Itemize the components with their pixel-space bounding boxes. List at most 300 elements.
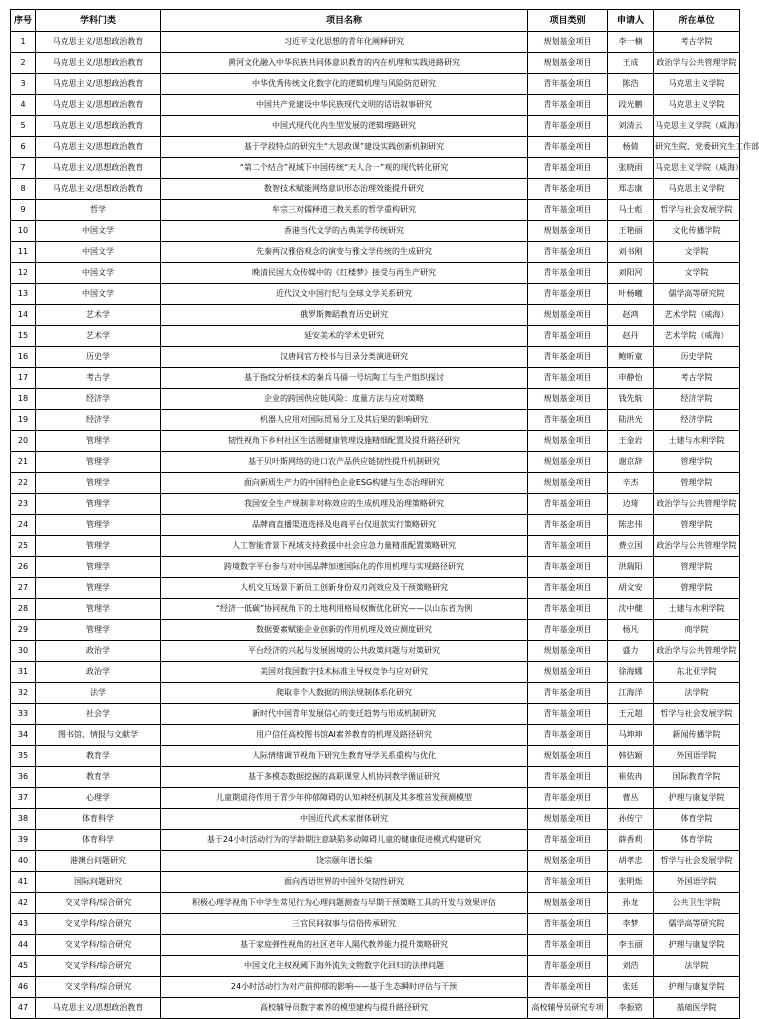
cell-project-type: 青年基金项目 [528,578,608,599]
cell-project-name: 基于多模态数据挖掘的高职课堂人机协同教学循证研究 [161,767,528,788]
cell-applicant: 王艳丽 [608,221,654,242]
cell-project-name: 24小时活动行为对产前抑郁的影响——基于生态瞬时评估与干预 [161,977,528,998]
cell-index: 20 [11,431,36,452]
header-row [11,10,740,32]
cell-unit: 儒学高等研究院 [654,914,740,935]
cell-applicant: 王元超 [608,704,654,725]
cell-project-type: 规划基金项目 [528,893,608,914]
cell-applicant: 马士彪 [608,200,654,221]
cell-index: 28 [11,599,36,620]
cell-discipline: 马克思主义/思想政治教育 [36,137,161,158]
cell-index: 18 [11,389,36,410]
table-row [11,305,740,326]
cell-discipline: 管理学 [36,578,161,599]
cell-applicant: 费立国 [608,536,654,557]
table-row [11,704,740,725]
cell-discipline: 马克思主义/思想政治教育 [36,53,161,74]
cell-project-type: 青年基金项目 [528,788,608,809]
table-row [11,683,740,704]
cell-project-name: 基于贝叶斯网络的进口农产品供应链韧性提升机制研究 [161,452,528,473]
cell-index: 22 [11,473,36,494]
cell-unit: 外国语学院 [654,746,740,767]
cell-project-name: “经济一低碳”协同视角下的土地利用格局权衡优化研究——以山东省为例 [161,599,528,620]
cell-unit: 外国语学院 [654,872,740,893]
cell-unit: 马克思主义学院 [654,74,740,95]
table-row [11,95,740,116]
table-row [11,284,740,305]
table-row [11,662,740,683]
cell-index: 36 [11,767,36,788]
cell-project-name: 先秦两汉雅俗观念的演变与雅文学传统的生成研究 [161,242,528,263]
cell-index: 12 [11,263,36,284]
cell-applicant: 李振铭 [608,998,654,1019]
cell-applicant: 盛力 [608,641,654,662]
cell-unit: 护理与康复学院 [654,977,740,998]
cell-applicant: 刘阳河 [608,263,654,284]
cell-project-name: 黄河文化融入中华民族共同体意识教育的内在机理和实践进路研究 [161,53,528,74]
cell-unit: 政治学与公共管理学院 [654,53,740,74]
cell-project-name: 人工智能背景下视域支持救援中社会应急力量精准配置策略研究 [161,536,528,557]
cell-discipline: 艺术学 [36,326,161,347]
cell-project-name: 积极心理学视角下中学生常见行为心理问题测查与早期干预策略工具的开发与效果评估 [161,893,528,914]
cell-index: 6 [11,137,36,158]
cell-index: 19 [11,410,36,431]
cell-project-type: 青年基金项目 [528,977,608,998]
table-row [11,431,740,452]
cell-discipline: 心理学 [36,788,161,809]
table-row [11,158,740,179]
cell-unit: 艺术学院（威海） [654,326,740,347]
cell-unit: 管理学院 [654,515,740,536]
cell-project-type: 青年基金项目 [528,683,608,704]
cell-project-name: 基于学段特点的研究生“大思政课”建设实践创新机制研究 [161,137,528,158]
cell-unit: 国际教育学院 [654,767,740,788]
cell-discipline: 交叉学科/综合研究 [36,977,161,998]
cell-applicant: 陈浩 [608,74,654,95]
cell-applicant: 李梦 [608,914,654,935]
cell-index: 44 [11,935,36,956]
cell-project-type: 青年基金项目 [528,158,608,179]
cell-discipline: 港澳台问题研究 [36,851,161,872]
cell-project-type: 青年基金项目 [528,116,608,137]
cell-applicant: 王成 [608,53,654,74]
cell-index: 39 [11,830,36,851]
cell-project-type: 规划基金项目 [528,809,608,830]
cell-index: 27 [11,578,36,599]
table-row [11,368,740,389]
cell-project-name: 人机交互场景下新员工创新身份双刃剑效应及干预策略研究 [161,578,528,599]
cell-applicant: 徐海娜 [608,662,654,683]
cell-index: 1 [11,32,36,53]
project-table [10,9,759,1019]
project-list-sheet [10,9,759,1019]
cell-unit: 公共卫生学院 [654,893,740,914]
cell-project-type: 规划基金项目 [528,851,608,872]
cell-index: 15 [11,326,36,347]
cell-applicant: 刘书刚 [608,242,654,263]
cell-project-name: 我国安全生产规制非对称效应的生成机理及治理策略研究 [161,494,528,515]
cell-project-type: 青年基金项目 [528,725,608,746]
cell-project-type: 青年基金项目 [528,494,608,515]
cell-applicant: 刘清云 [608,116,654,137]
table-row [11,977,740,998]
cell-index: 34 [11,725,36,746]
cell-discipline: 体育科学 [36,809,161,830]
cell-applicant: 叶杨曦 [608,284,654,305]
cell-project-type: 青年基金项目 [528,599,608,620]
cell-project-name: 三官民间叙事与信俗传承研究 [161,914,528,935]
cell-unit: 护理与康复学院 [654,935,740,956]
cell-unit: 土建与水利学院 [654,431,740,452]
table-row [11,746,740,767]
cell-discipline: 交叉学科/综合研究 [36,956,161,977]
cell-discipline: 教育学 [36,746,161,767]
table-row [11,116,740,137]
cell-project-name: 基于指纹分析技术的秦兵马俑一号坑陶工与生产组织探讨 [161,368,528,389]
cell-applicant: 孙龙 [608,893,654,914]
cell-project-name: 香港当代文学的古典美学传统研究 [161,221,528,242]
cell-project-name: 韧性视角下乡村社区生活圈健康管理设施精细配置及提升路径研究 [161,431,528,452]
cell-unit: 新闻传播学院 [654,725,740,746]
cell-discipline: 历史学 [36,347,161,368]
table-row [11,515,740,536]
cell-unit: 管理学院 [654,452,740,473]
table-row [11,641,740,662]
cell-project-type: 青年基金项目 [528,515,608,536]
cell-index: 38 [11,809,36,830]
cell-discipline: 交叉学科/综合研究 [36,914,161,935]
cell-discipline: 体育科学 [36,830,161,851]
table-row [11,221,740,242]
cell-discipline: 教育学 [36,767,161,788]
cell-unit: 管理学院 [654,557,740,578]
cell-discipline: 中国文学 [36,284,161,305]
table-row [11,578,740,599]
header-project-name: 项目名称 [161,10,528,32]
cell-project-name: 中华优秀传统文化数字化的逻辑机理与风险防范研究 [161,74,528,95]
cell-applicant: 张晓雨 [608,158,654,179]
cell-discipline: 马克思主义/思想政治教育 [36,32,161,53]
cell-discipline: 政治学 [36,641,161,662]
table-row [11,998,740,1019]
cell-discipline: 中国文学 [36,221,161,242]
cell-discipline: 马克思主义/思想政治教育 [36,179,161,200]
table-row [11,914,740,935]
cell-applicant: 张廷 [608,977,654,998]
cell-unit: 基础医学院 [654,998,740,1019]
cell-project-name: 中国文化主权视阈下海外流失文物数字化回归的法律问题 [161,956,528,977]
cell-discipline: 交叉学科/综合研究 [36,893,161,914]
cell-project-name: 饶宗颐年谱长编 [161,851,528,872]
cell-unit: 管理学院 [654,473,740,494]
cell-index: 24 [11,515,36,536]
cell-applicant: 江海洋 [608,683,654,704]
cell-applicant: 边琦 [608,494,654,515]
table-row [11,74,740,95]
cell-unit: 体育学院 [654,830,740,851]
cell-index: 47 [11,998,36,1019]
cell-applicant: 李一楠 [608,32,654,53]
cell-index: 5 [11,116,36,137]
cell-project-name: “第二个结合”视域下中国传统“天人合一”观的现代转化研究 [161,158,528,179]
cell-project-type: 规划基金项目 [528,32,608,53]
cell-index: 37 [11,788,36,809]
cell-project-name: 延安美术的学术史研究 [161,326,528,347]
table-row [11,557,740,578]
cell-applicant: 赵鸿 [608,305,654,326]
cell-discipline: 国际问题研究 [36,872,161,893]
cell-project-name: 跨境数字平台参与对中国品牌加速国际化的作用机理与实现路径研究 [161,557,528,578]
cell-discipline: 管理学 [36,536,161,557]
cell-applicant: 谢京辞 [608,452,654,473]
cell-applicant: 马坤坤 [608,725,654,746]
table-row [11,893,740,914]
table-row [11,242,740,263]
cell-discipline: 管理学 [36,515,161,536]
cell-project-name: 儿童期虐待作用于青少年抑郁障碍的认知神经机制及其多维首发预测模型 [161,788,528,809]
cell-project-type: 青年基金项目 [528,557,608,578]
cell-index: 43 [11,914,36,935]
cell-project-name: 面向新质生产力的中国特色企业ESG构建与生态治理研究 [161,473,528,494]
cell-applicant: 鲍昕童 [608,347,654,368]
cell-project-type: 规划基金项目 [528,662,608,683]
cell-project-name: 企业的跨国供应链风险：度量方法与应对策略 [161,389,528,410]
cell-project-type: 青年基金项目 [528,410,608,431]
cell-discipline: 交叉学科/综合研究 [36,935,161,956]
cell-index: 21 [11,452,36,473]
cell-index: 13 [11,284,36,305]
cell-applicant: 孙传宁 [608,809,654,830]
cell-unit: 商学院 [654,620,740,641]
table-row [11,620,740,641]
table-row [11,788,740,809]
cell-unit: 政治学与公共管理学院 [654,536,740,557]
cell-discipline: 管理学 [36,557,161,578]
cell-project-type: 规划基金项目 [528,305,608,326]
cell-project-type: 青年基金项目 [528,242,608,263]
cell-unit: 法学院 [654,956,740,977]
cell-project-type: 规划基金项目 [528,431,608,452]
cell-discipline: 艺术学 [36,305,161,326]
cell-unit: 儒学高等研究院 [654,284,740,305]
header-applicant: 申请人 [608,10,654,32]
cell-project-name: 中国近代武术家群体研究 [161,809,528,830]
cell-unit: 法学院 [654,683,740,704]
cell-discipline: 马克思主义/思想政治教育 [36,158,161,179]
cell-index: 7 [11,158,36,179]
cell-discipline: 管理学 [36,431,161,452]
cell-index: 31 [11,662,36,683]
cell-applicant: 赵丹 [608,326,654,347]
table-row [11,536,740,557]
cell-project-name: 数据要素赋能企业创新的作用机理及效应测度研究 [161,620,528,641]
cell-applicant: 薛香莉 [608,830,654,851]
cell-project-type: 规划基金项目 [528,641,608,662]
cell-applicant: 沈中健 [608,599,654,620]
cell-index: 2 [11,53,36,74]
cell-index: 26 [11,557,36,578]
cell-discipline: 图书馆、情报与文献学 [36,725,161,746]
cell-applicant: 李玉丽 [608,935,654,956]
cell-discipline: 马克思主义/思想政治教育 [36,116,161,137]
cell-project-type: 青年基金项目 [528,914,608,935]
cell-project-name: 平台经济的兴起与发展困境的公共政策问题与对策研究 [161,641,528,662]
cell-project-name: 俄罗斯舞蹈教育历史研究 [161,305,528,326]
header-project-type: 项目类别 [528,10,608,32]
cell-discipline: 马克思主义/思想政治教育 [36,74,161,95]
cell-project-name: 中国式现代化内生型发展的逻辑理路研究 [161,116,528,137]
cell-project-type: 青年基金项目 [528,872,608,893]
cell-project-type: 规划基金项目 [528,53,608,74]
table-row [11,32,740,53]
cell-project-type: 青年基金项目 [528,368,608,389]
cell-project-type: 青年基金项目 [528,284,608,305]
cell-project-name: 晚清民国大众传媒中的《红楼梦》接受与再生产研究 [161,263,528,284]
cell-project-type: 青年基金项目 [528,620,608,641]
cell-discipline: 马克思主义/思想政治教育 [36,95,161,116]
cell-unit: 马克思主义学院 [654,179,740,200]
table-row [11,809,740,830]
cell-applicant: 洪瑞阳 [608,557,654,578]
cell-project-type: 青年基金项目 [528,74,608,95]
cell-project-type: 青年基金项目 [528,935,608,956]
cell-project-type: 高校辅导员研究专项 [528,998,608,1019]
cell-applicant: 崔依冉 [608,767,654,788]
cell-project-name: 近代汉文中国行纪与全球文学关系研究 [161,284,528,305]
cell-index: 3 [11,74,36,95]
cell-index: 40 [11,851,36,872]
cell-unit: 艺术学院（威海） [654,305,740,326]
table-row [11,767,740,788]
cell-discipline: 管理学 [36,494,161,515]
cell-unit: 文学院 [654,242,740,263]
cell-discipline: 考古学 [36,368,161,389]
header-index: 序号 [11,10,36,32]
cell-unit: 研究生院、党委研究生工作部 [654,137,740,158]
cell-unit: 文学院 [654,263,740,284]
cell-unit: 哲学与社会发展学院 [654,851,740,872]
cell-project-type: 规划基金项目 [528,221,608,242]
cell-unit: 历史学院 [654,347,740,368]
cell-project-name: 汉唐间官方校书与目录分类演进研究 [161,347,528,368]
cell-discipline: 马克思主义/思想政治教育 [36,998,161,1019]
table-row [11,347,740,368]
cell-project-name: 中国共产党建设中华民族现代文明的话语叙事研究 [161,95,528,116]
table-row [11,494,740,515]
cell-index: 9 [11,200,36,221]
header-unit: 所在单位 [654,10,740,32]
table-body [11,32,759,1019]
cell-project-name: 数智技术赋能网络意识形态治理效能提升研究 [161,179,528,200]
cell-index: 45 [11,956,36,977]
cell-applicant: 钱先航 [608,389,654,410]
cell-discipline: 社会学 [36,704,161,725]
cell-applicant: 郑志康 [608,179,654,200]
table-row [11,137,740,158]
table-row [11,872,740,893]
cell-index: 10 [11,221,36,242]
cell-project-type: 青年基金项目 [528,326,608,347]
cell-discipline: 管理学 [36,620,161,641]
cell-index: 29 [11,620,36,641]
cell-project-name: 爬取非个人数据的刑法规制体系化研究 [161,683,528,704]
cell-applicant: 段光鹏 [608,95,654,116]
cell-index: 25 [11,536,36,557]
cell-unit: 考古学院 [654,32,740,53]
cell-project-name: 人际情绪调节视角下研究生教育导学关系重构与优化 [161,746,528,767]
cell-applicant: 胡文安 [608,578,654,599]
cell-project-type: 青年基金项目 [528,347,608,368]
cell-index: 41 [11,872,36,893]
cell-project-type: 青年基金项目 [528,263,608,284]
cell-unit: 文化传播学院 [654,221,740,242]
cell-applicant: 张明烁 [608,872,654,893]
table-row [11,935,740,956]
cell-applicant: 曹丛 [608,788,654,809]
cell-index: 14 [11,305,36,326]
cell-unit: 政治学与公共管理学院 [654,494,740,515]
cell-unit: 政治学与公共管理学院 [654,641,740,662]
table-row [11,473,740,494]
cell-index: 23 [11,494,36,515]
table-row [11,410,740,431]
cell-applicant: 陆洪光 [608,410,654,431]
cell-project-type: 规划基金项目 [528,452,608,473]
cell-project-name: 牟宗三对儒释道三教关系的哲学重构研究 [161,200,528,221]
cell-index: 11 [11,242,36,263]
table-row [11,452,740,473]
cell-unit: 管理学院 [654,578,740,599]
cell-unit: 经济学院 [654,389,740,410]
cell-unit: 哲学与社会发展学院 [654,200,740,221]
cell-project-name: 用户信任高校图书馆AI素养教育的机理及路径研究 [161,725,528,746]
cell-unit: 马克思主义学院（威海） [654,116,740,137]
cell-discipline: 管理学 [36,452,161,473]
cell-applicant: 陈忠伟 [608,515,654,536]
cell-discipline: 经济学 [36,410,161,431]
table-row [11,53,740,74]
cell-index: 33 [11,704,36,725]
cell-project-name: 高校辅导员数字素养的模型建构与提升路径研究 [161,998,528,1019]
cell-discipline: 哲学 [36,200,161,221]
cell-applicant: 王金岩 [608,431,654,452]
cell-project-name: 美国对我国数字技术标准主导权竞争与应对研究 [161,662,528,683]
cell-project-type: 青年基金项目 [528,956,608,977]
table-row [11,263,740,284]
cell-discipline: 法学 [36,683,161,704]
table-row [11,599,740,620]
cell-applicant: 辛杰 [608,473,654,494]
header-discipline: 学科门类 [36,10,161,32]
cell-project-name: 机器人应用对国际贸易分工及其后果的影响研究 [161,410,528,431]
cell-discipline: 中国文学 [36,242,161,263]
cell-index: 4 [11,95,36,116]
cell-discipline: 中国文学 [36,263,161,284]
cell-project-type: 青年基金项目 [528,830,608,851]
cell-applicant: 胡孝忠 [608,851,654,872]
table-row [11,956,740,977]
cell-project-type: 规划基金项目 [528,389,608,410]
cell-unit: 东北亚学院 [654,662,740,683]
table-row [11,851,740,872]
cell-discipline: 经济学 [36,389,161,410]
cell-unit: 马克思主义学院（威海） [654,158,740,179]
cell-discipline: 管理学 [36,599,161,620]
table-row [11,830,740,851]
cell-project-type: 规划基金项目 [528,746,608,767]
cell-project-type: 青年基金项目 [528,179,608,200]
cell-project-type: 规划基金项目 [528,473,608,494]
